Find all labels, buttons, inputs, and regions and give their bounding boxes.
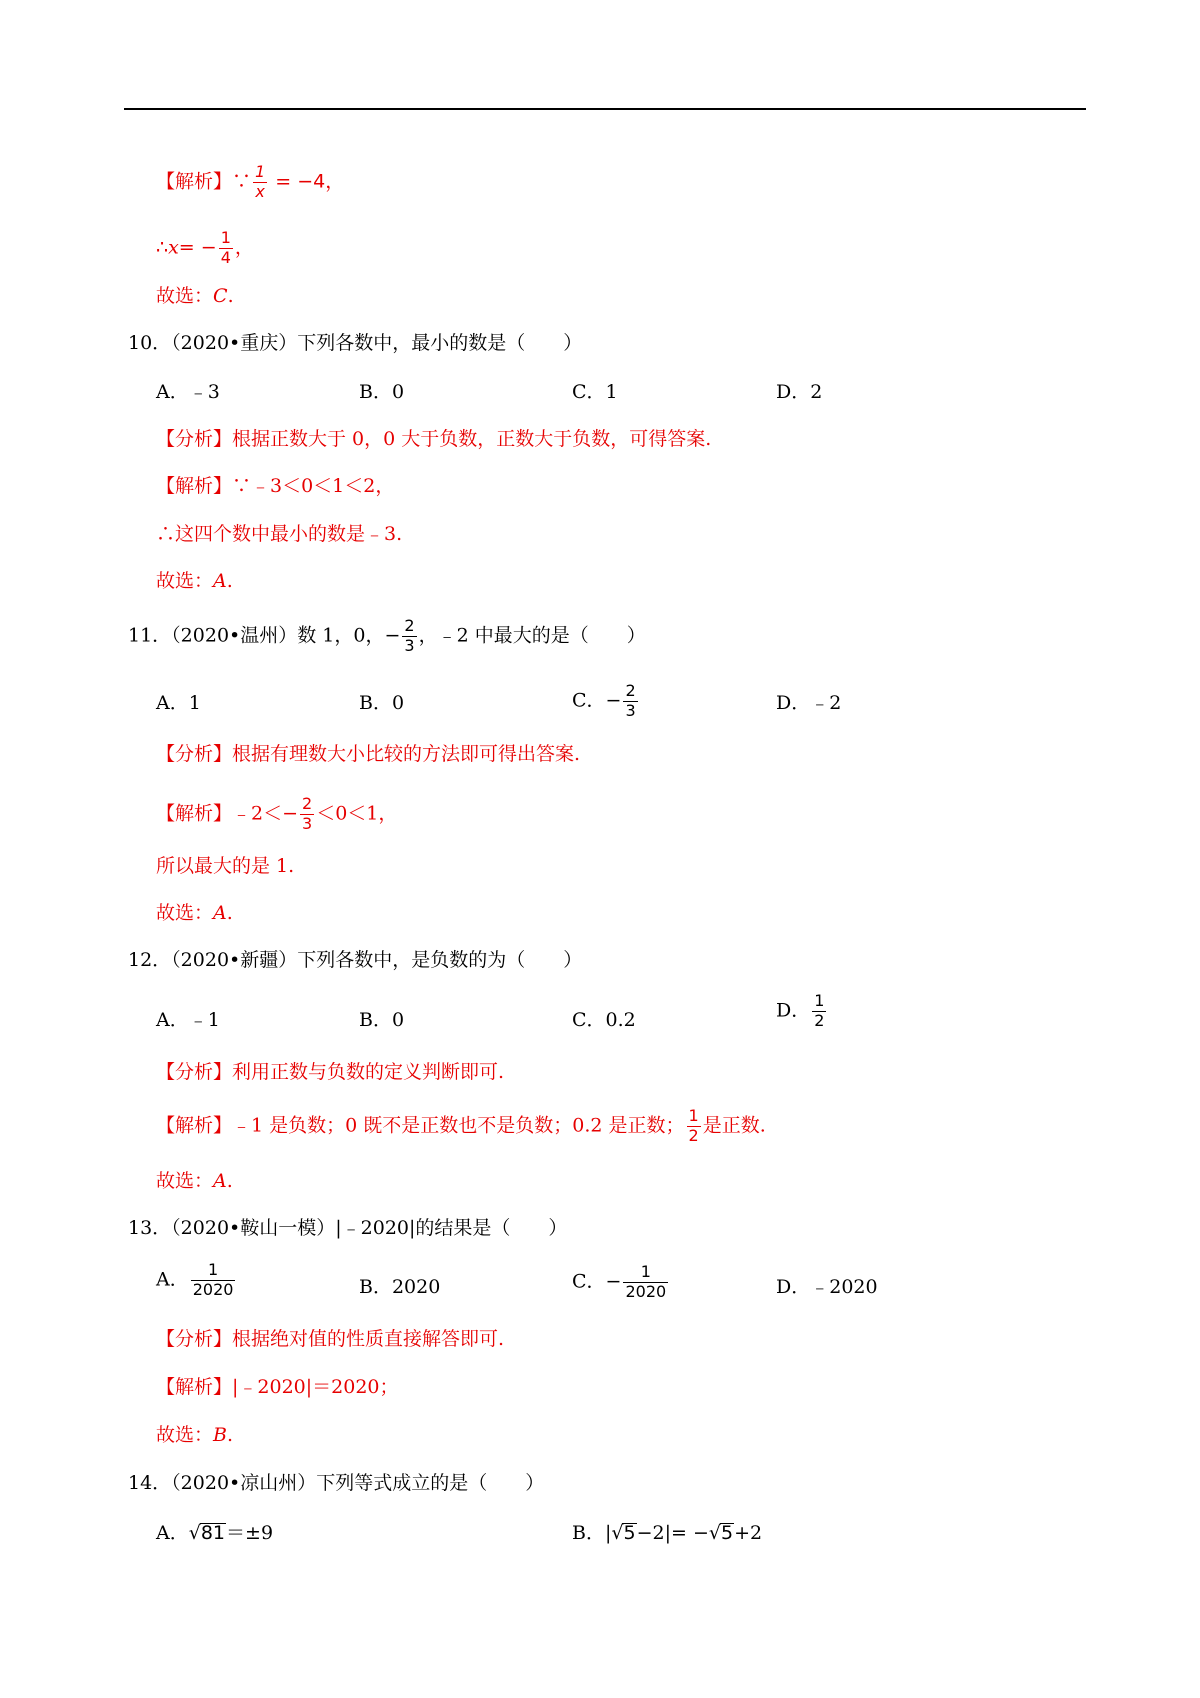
fraction: $\frac{1}{x}$ xyxy=(255,162,266,201)
fraction: $\frac{1}{2}$ xyxy=(814,991,825,1030)
q13-answer: 故选：B. xyxy=(156,1424,234,1446)
q12-option-a: A．﹣1 xyxy=(156,1009,220,1031)
q13-option-b: B．2020 xyxy=(359,1276,441,1298)
q13-option-c: C．− $\frac{1}{2020}$ xyxy=(572,1262,667,1301)
fraction: $\frac{1}{2020}$ xyxy=(625,1262,667,1301)
q10-option-d: D．2 xyxy=(776,381,823,403)
q11-option-c: C．− $\frac{2}{3}$ xyxy=(572,681,636,720)
q13-option-a: A． $\frac{1}{2020}$ xyxy=(156,1260,234,1299)
q12-jiexi: 【解析】﹣1 是负数；0 既不是正数也不是负数；0.2 是正数； $\frac{1}{2}$ 是正数. xyxy=(156,1106,766,1145)
q11-fenxi: 【分析】根据有理数大小比较的方法即可得出答案. xyxy=(156,743,581,765)
fraction: $\frac{2}{3}$ xyxy=(302,794,313,833)
q12-answer: 故选：A. xyxy=(156,1170,233,1192)
q13-jiexi: 【解析】|﹣2020|＝2020； xyxy=(156,1376,399,1398)
q9-answer: 故选：C. xyxy=(156,285,234,307)
q11-conclusion: 所以最大的是 1. xyxy=(156,855,295,877)
q11-option-d: D．﹣2 xyxy=(776,692,842,714)
q11-stem: 11．（2020•温州）数 1，0，− $\frac{2}{3}$ ，﹣2 中最大的是（ ） xyxy=(128,616,646,655)
q14-option-a: A．√81＝±9 xyxy=(156,1522,274,1544)
q11-answer: 故选：A. xyxy=(156,902,233,924)
q12-option-c: C．0.2 xyxy=(572,1009,636,1031)
fraction: $\frac{1}{2}$ xyxy=(688,1106,699,1145)
q12-option-b: B．0 xyxy=(359,1009,405,1031)
therefore-symbol: ∴ xyxy=(156,236,169,259)
q9-therefore: ∴x= − $\frac{1}{4}$ ， xyxy=(156,228,254,267)
header-rule xyxy=(124,108,1086,110)
answer-letter: B xyxy=(213,1424,227,1446)
answer-letter: A xyxy=(213,570,227,592)
q10-option-b: B．0 xyxy=(359,381,405,403)
fraction: $\frac{2}{3}$ xyxy=(625,681,636,720)
q12-stem: 12．（2020•新疆）下列各数中，是负数的为（ ） xyxy=(128,949,583,971)
fraction: $\frac{1}{2020}$ xyxy=(192,1260,234,1299)
q11-jiexi: 【解析】﹣2＜− $\frac{2}{3}$ ＜0＜1， xyxy=(156,794,398,833)
q11-option-b: B．0 xyxy=(359,692,405,714)
q11-option-a: A．1 xyxy=(156,692,201,714)
q10-fenxi: 【分析】根据正数大于 0，0 大于负数，正数大于负数，可得答案. xyxy=(156,428,712,450)
q14-stem: 14．（2020•凉山州）下列等式成立的是（ ） xyxy=(128,1472,545,1494)
because-symbol: ∵ xyxy=(232,170,252,193)
q13-option-d: D．﹣2020 xyxy=(776,1276,878,1298)
q10-option-c: C．1 xyxy=(572,381,618,403)
q10-conclusion: ∴这四个数中最小的数是﹣3. xyxy=(156,523,403,545)
q14-option-b: B．|√5−2|= −√5+2 xyxy=(572,1522,763,1544)
sqrt-sign-icon: √ xyxy=(188,1522,201,1544)
jiexi-label: 【解析】 xyxy=(156,170,233,193)
fraction: $\frac{1}{4}$ xyxy=(220,228,231,267)
sqrt-sign-icon: √ xyxy=(708,1522,721,1544)
q13-fenxi: 【分析】根据绝对值的性质直接解答即可. xyxy=(156,1328,505,1350)
q12-fenxi: 【分析】利用正数与负数的定义判断即可. xyxy=(156,1061,505,1083)
sqrt-sign-icon: √ xyxy=(611,1522,624,1544)
answer-letter: A xyxy=(213,1170,227,1192)
fraction: $\frac{2}{3}$ xyxy=(404,616,415,655)
q10-stem: 10．（2020•重庆）下列各数中，最小的数是（ ） xyxy=(128,332,583,354)
q10-answer: 故选：A. xyxy=(156,570,233,592)
q10-jiexi: 【解析】∵﹣3＜0＜1＜2， xyxy=(156,475,395,497)
q12-option-d: D． $\frac{1}{2}$ xyxy=(776,991,825,1030)
answer-letter: A xyxy=(213,902,227,924)
answer-letter: C xyxy=(213,285,228,307)
q10-option-a: A．﹣3 xyxy=(156,381,220,403)
q9-jiexi: 【解析】∵ $\frac{1}{x}$ = −4， xyxy=(156,162,345,201)
q13-stem: 13．（2020•鞍山一模）|﹣2020|的结果是（ ） xyxy=(128,1217,568,1239)
